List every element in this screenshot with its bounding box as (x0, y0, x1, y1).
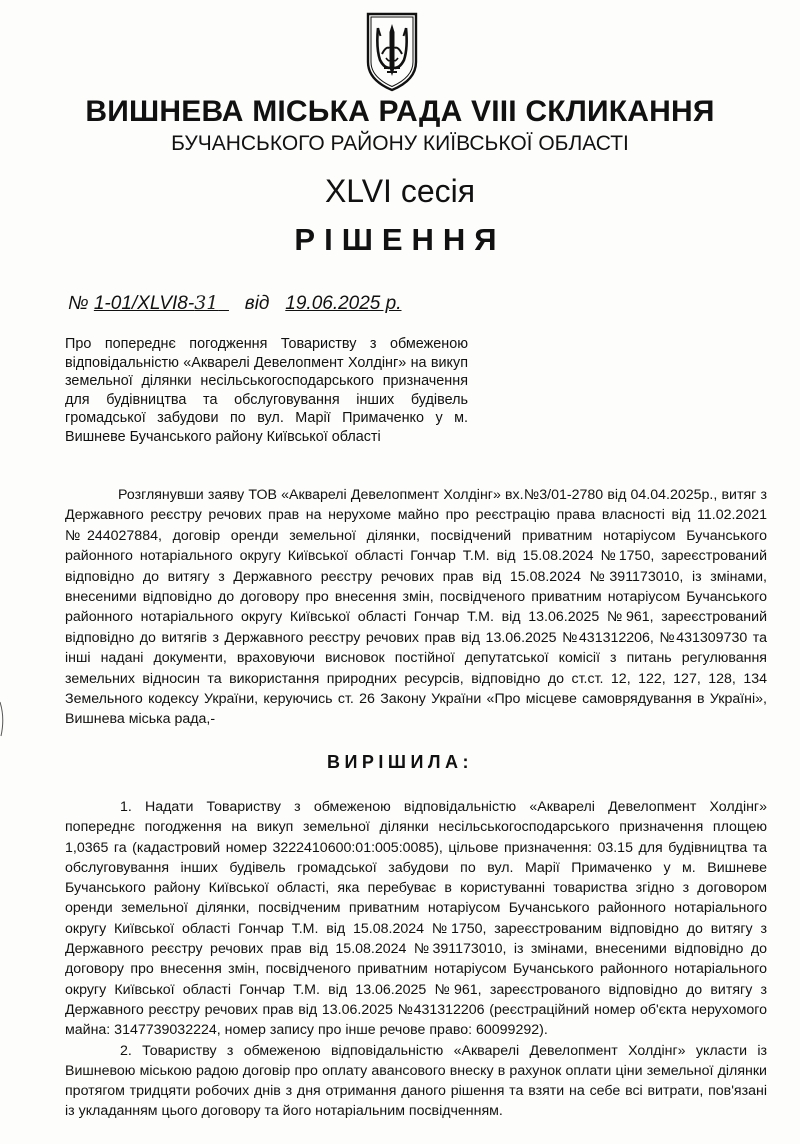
preamble-paragraph: Розглянувши заяву ТОВ «Акварелі Девелопмент Холдінг» вх.№3/01-2780 від 04.04.2025р., витяг з Державного реєстру речових прав на нерухоме майно про реєстрацію права власності від 11.02.2021 №244027884, договір оренди земельної ділянки, посвідчений приватним нотаріусом Бучанського районного нотаріального округу Київської області Гончар Т.М. від 15.08.2024 №1750, зареєстрований відповідно до витягу з Державного реєстру речових прав від 15.08.2024 №391173010, із змінами, внесеними відповідно до договору про внесення змін, посвідченого приватним нотаріусом Бучанського районного нотаріального округу Київської області Гончар Т.М. від 13.06.2025 №961, зареєстрований відповідно до витягів з Державного реєстру речових прав від 13.06.2025 №431312206, №431309730 та інші надані документи, враховуючи висновок постійної депутатської комісії з питань регулювання земельних відносин та використання природних ресурсів, відповідно до ст.ст. 12, 122, 127, 128, 134 Земельного кодексу України, керуючись ст. 26 Закону України «Про місцеве самоврядування в Україні», Вишнева міська рада,- (65, 487, 767, 728)
decision-date: 19.06.2025 р. (285, 293, 402, 314)
decision-number-printed: 1-01/XLVI8- (93, 293, 195, 314)
decision-items (65, 797, 767, 1122)
date-prefix: від (244, 293, 270, 314)
council-title: ВИШНЕВА МІСЬКА РАДА VIII СКЛИКАННЯ (85, 95, 715, 128)
number-prefix: № (68, 293, 89, 314)
scan-margin-mark (0, 700, 6, 738)
resolved-heading: ВИРІШИЛА: (326, 752, 474, 772)
registration-line (68, 292, 402, 315)
decision-number (94, 293, 229, 314)
decision-number-handwritten: 31 (194, 292, 219, 314)
session-number: XLVI сесія (324, 173, 476, 209)
decision-subject: Про попереднє погодження Товариству з обмеженою відповідальністю «Акварелі Девелопмент Холдінг» на викуп земельної ділянки несільськогосподарського призначення для будівництва та обслуговування інших будівель громадської забудови по вул. Марії Примаченко у м. Вишневе Бучанського району Київської області (65, 336, 468, 445)
council-subtitle: БУЧАНСЬКОГО РАЙОНУ КИЇВСЬКОЇ ОБЛАСТІ (171, 132, 629, 155)
document-type-heading: РІШЕННЯ (294, 222, 506, 257)
decision-item: 2. Товариству з обмеженою відповідальністю «Акварелі Девелопмент Холдінг» укласти із Вишневою міською радою договір про оплату авансового внеску в рахунок оплати ціни земельної ділянки протягом тридцяти робочих днів з дня отримання даного рішення та взяти на себе всі витрати, пов'язані із укладанням цього договору та його нотаріальним посвідченням. (65, 1042, 767, 1120)
decision-item: 1. Надати Товариству з обмеженою відповідальністю «Акварелі Девелопмент Холдінг» попереднє погодження на викуп земельної ділянки несільськогосподарського призначення площею 1,0365 га (кадастровий номер 3222410600:01:005:0085), цільове призначення: 03.15 для будівництва та обслуговування інших будівель громадської забудови по вул. Марії Примаченко у м. Вишневе Бучанського району Київської області, яка перебуває в користуванні товариства згідно з договором оренди земельної ділянки, посвідченим приватним нотаріусом Бучанського районного нотаріального округу Київської області Гончар Т.М. від 15.08.2024 №1750, зареєстрованим відповідно до витягу з Державного реєстру речових прав від 15.08.2024 №391173010, із змінами, внесеними відповідно до договору про внесення змін, посвідченого приватним нотаріусом Бучанського районного нотаріального округу Київської області Гончар Т.М. від 13.06.2025 №961, зареєстрованого відповідно до витягу з Державного реєстру речових прав від 13.06.2025 №431312206 (реєстраційний номер об'єкта нерухомого майна: 3147739032224, номер запису про інше речове право: 60099292). (65, 799, 767, 1039)
tryzub-coat-of-arms-icon (364, 10, 420, 94)
